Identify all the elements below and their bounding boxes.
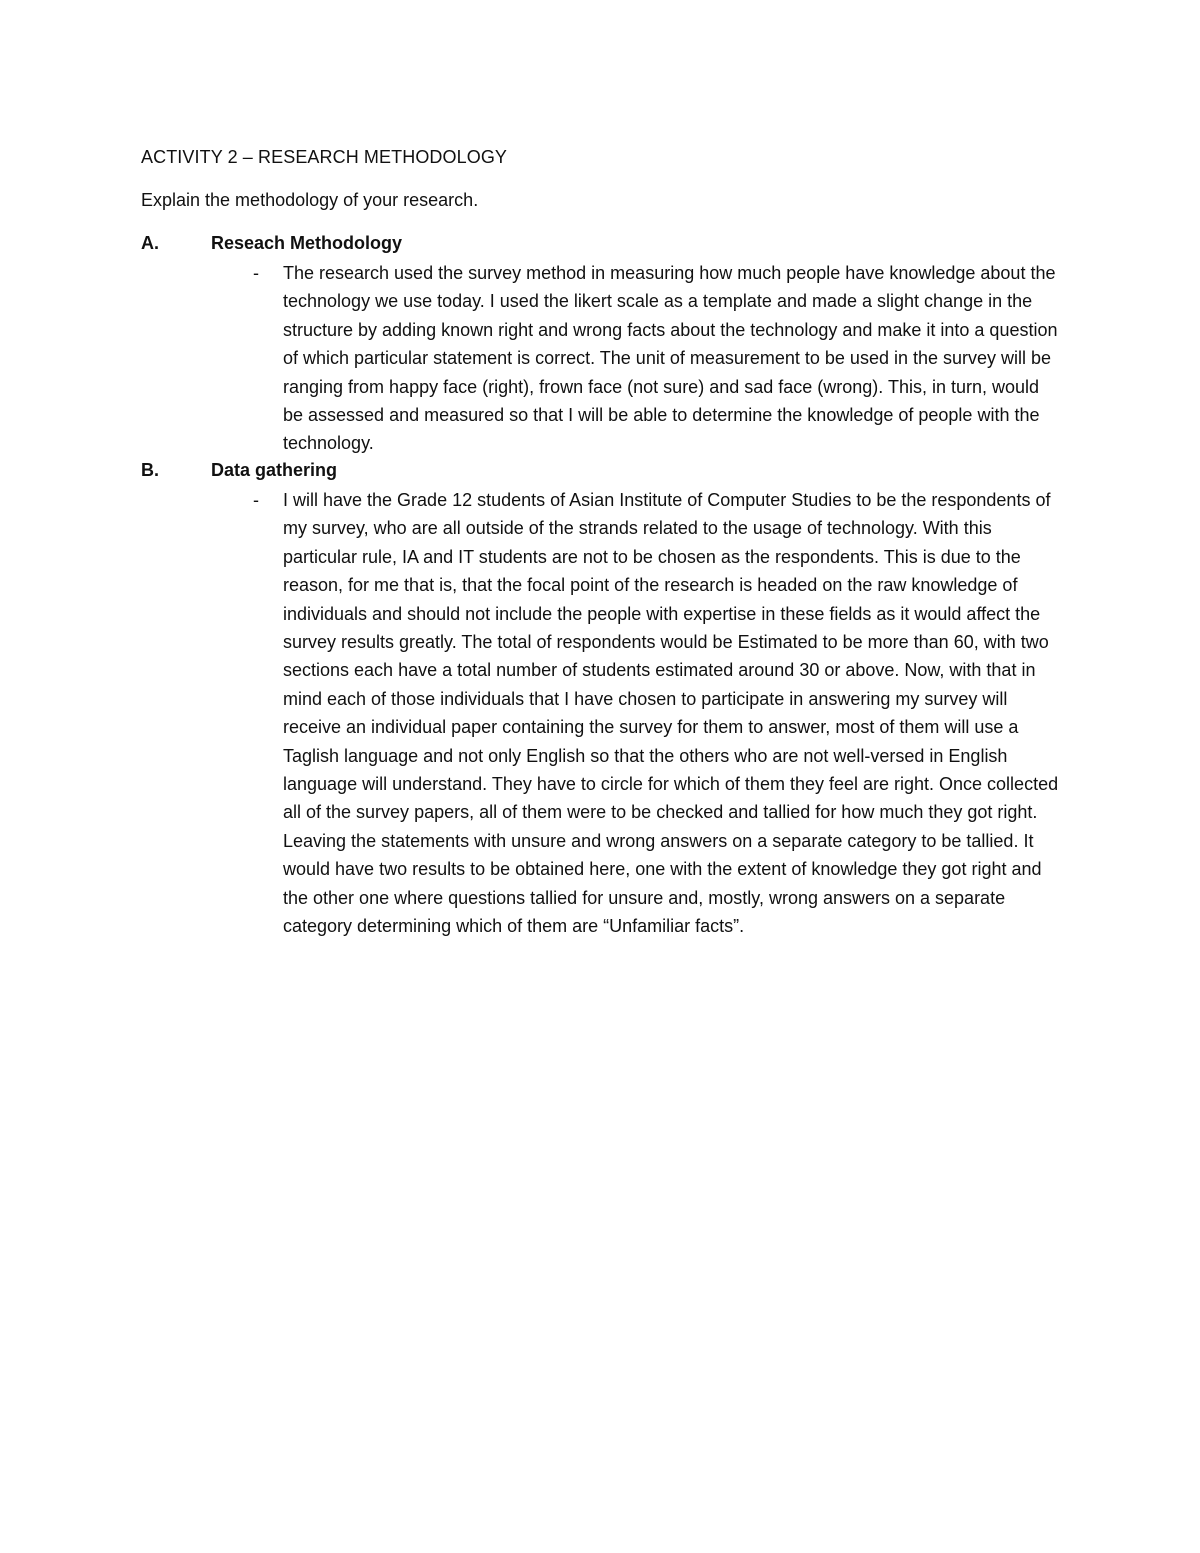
section-title: Data gathering — [211, 460, 338, 480]
activity-title: ACTIVITY 2 – RESEARCH METHODOLOGY — [141, 147, 508, 167]
section-heading — [141, 231, 1071, 255]
section-letter: B. — [141, 460, 159, 480]
section-letter: A. — [141, 233, 159, 253]
section-title: Reseach Methodology — [211, 233, 403, 253]
section-paragraph: The research used the survey method in measuring how much people have knowledge about the technology we use today. I used the likert scale as a template and made a slight change in the structure by adding known right and wrong facts about the technology and make it into a question of which particular statement is correct. The unit of measurement to be used in the survey will be ranging from happy face (right), frown face (not sure) and sad face (wrong). This, in turn, would be assessed and measured so that I will be able to determine the knowledge of people with the technology. — [283, 263, 1058, 454]
section-paragraph: I will have the Grade 12 students of Asian Institute of Computer Studies to be the respondents of my survey, who are all outside of the strands related to the usage of technology. With this particular rule, IA and IT students are not to be chosen as the respondents. This is due to the reason, for me that is, that the focal point of the research is headed on the raw knowledge of individuals and should not include the people with expertise in these fields as it would affect the survey results greatly. The total of respondents would be Estimated to be more than 60, with two sections each have a total number of students estimated around 30 or above. Now, with that in mind each of those individuals that I have chosen to participate in answering my survey will receive an individual paper containing the survey for them to answer, most of them will use a Taglish language and not only English so that the others who are not well-versed in English language will understand. They have to circle for which of them they feel are right. Once collected all of the survey papers, all of them were to be checked and tallied for how much they got right. Leaving the statements with unsure and wrong answers on a separate category to be tallied. It would have two results to be obtained here, one with the extent of knowledge they got right and the other one where questions tallied for unsure and, mostly, wrong answers on a separate category determining which of them are “Unfamiliar facts”. — [283, 490, 1059, 937]
bullet-dash: - — [253, 263, 259, 283]
bullet-item — [141, 486, 1063, 941]
section-data-gathering — [141, 458, 1071, 941]
section-heading — [141, 458, 1071, 482]
bullet-item — [141, 259, 1063, 458]
instruction-text: Explain the methodology of your research. — [141, 190, 479, 210]
section-research-methodology — [141, 231, 1071, 458]
bullet-dash: - — [253, 490, 259, 510]
